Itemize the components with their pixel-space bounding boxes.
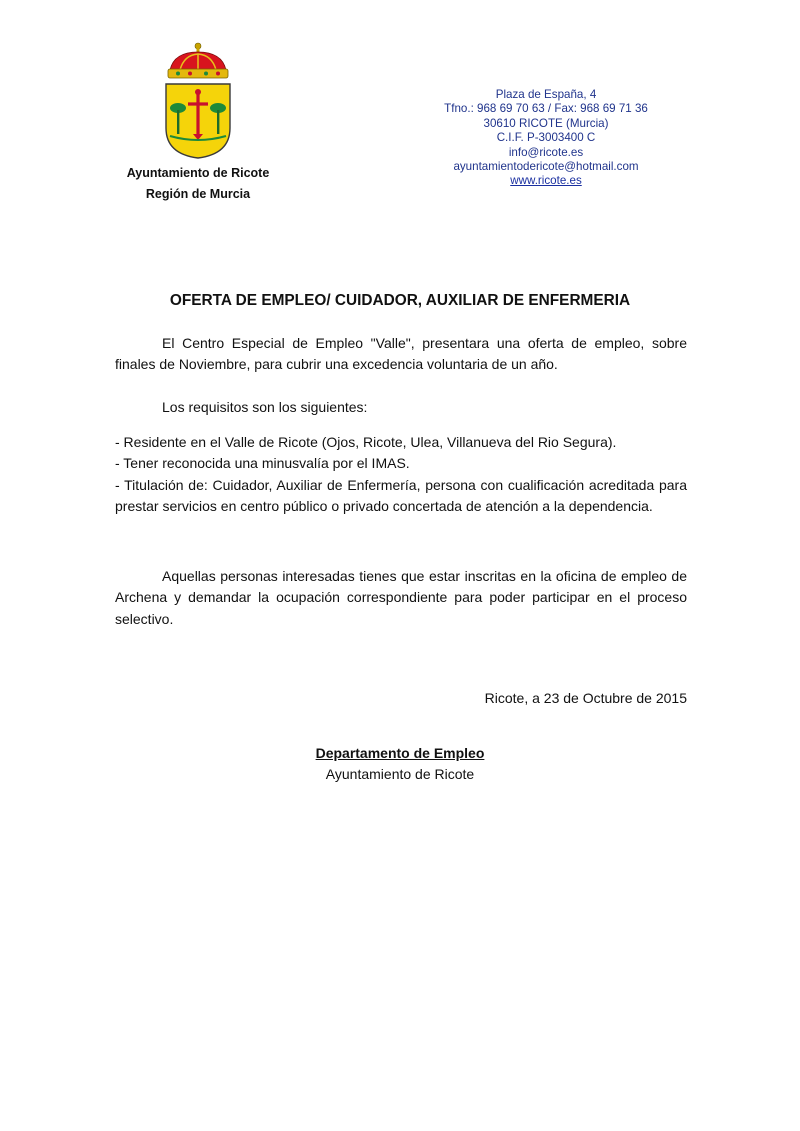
contact-address: Plaza de España, 4: [495, 88, 597, 101]
contact-phone-fax: Tfno.: 968 69 70 63 / Fax: 968 69 71 36: [444, 102, 648, 116]
closing-paragraph: Aquellas personas interesadas tienes que estar inscritas en la oficina de empleo de Archena y demandar la ocupación correspondiente para poder participar en el proceso selectivo.: [115, 568, 687, 627]
organization-region: Región de Murcia: [145, 187, 251, 201]
requirements-lead: Los requisitos son los siguientes:: [162, 399, 368, 415]
document-title: OFERTA DE EMPLEO/ CUIDADOR, AUXILIAR DE ENFERMERIA: [169, 292, 631, 309]
requirement-item: - Residente en el Valle de Ricote (Ojos, Ricote, Ulea, Villanueva del Rio Segura).: [115, 434, 617, 450]
intro-paragraph: El Centro Especial de Empleo "Valle", presentara una oferta de empleo, sobre finales de Noviembre, para cubrir una excedencia voluntaria de un año.: [115, 335, 687, 373]
contact-website-link[interactable]: www.ricote.es: [510, 174, 582, 188]
requirements-list: [115, 432, 687, 518]
coat-of-arms-icon: [160, 40, 236, 160]
signature-department: Departamento de Empleo: [315, 745, 485, 761]
document-date: Ricote, a 23 de Octubre de 2015: [484, 690, 687, 706]
requirement-item: - Tener reconocida una minusvalía por el IMAS.: [115, 455, 410, 472]
signature-organization: Ayuntamiento de Ricote: [325, 766, 475, 782]
contact-cif: C.I.F. P-3003400 C: [496, 131, 596, 145]
contact-email-info[interactable]: info@ricote.es: [508, 145, 584, 159]
contact-email-hotmail[interactable]: ayuntamientodericote@hotmail.com: [453, 160, 639, 174]
contact-postal: 30610 RICOTE (Murcia): [483, 116, 609, 130]
contact-block: [400, 88, 692, 189]
requirement-item: - Titulación de: Cuidador, Auxiliar de Enfermería, persona con cualificación acreditada para prestar servicios en centro público o privado concertada de atención a la dependencia.: [115, 476, 687, 515]
organization-name: Ayuntamiento de Ricote: [126, 166, 270, 180]
